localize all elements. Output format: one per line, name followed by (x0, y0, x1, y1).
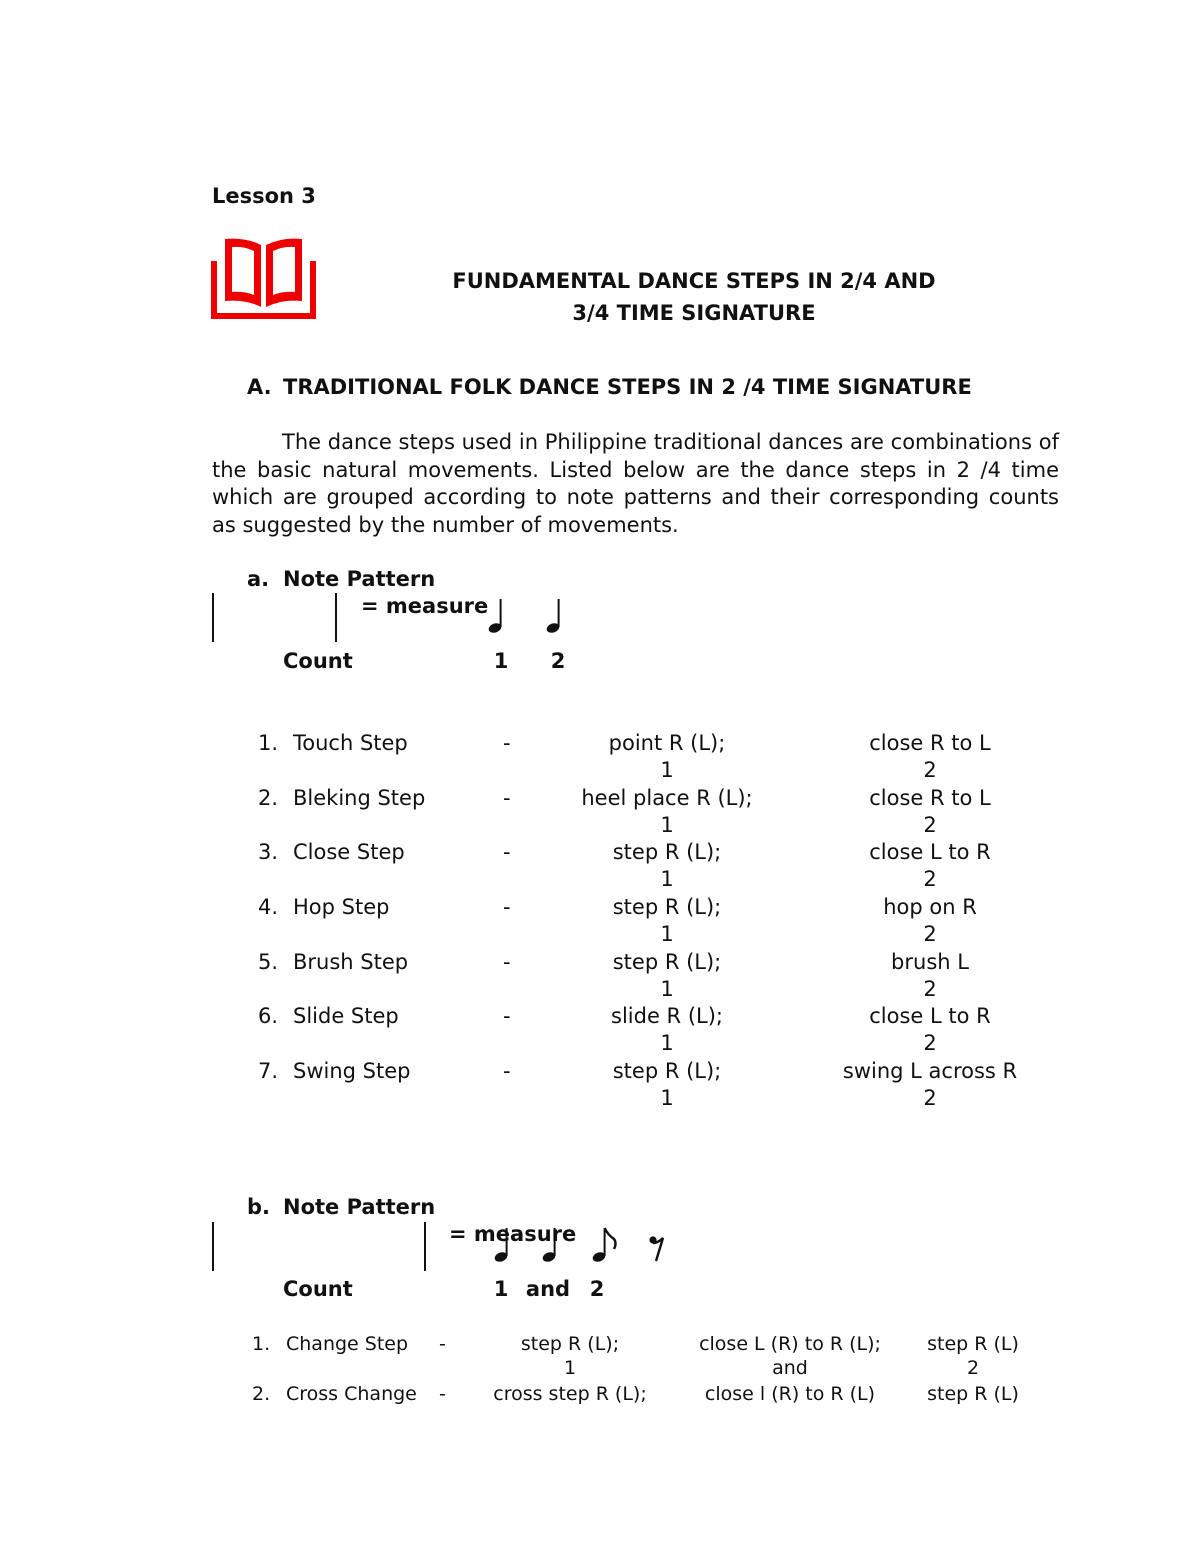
step-move-1: step R (L); (612, 895, 722, 919)
step-name: Touch Step (293, 731, 408, 755)
step-name: Swing Step (293, 1059, 411, 1083)
pattern-b-measure-label: = measure (449, 1222, 577, 1246)
step-move-2: swing L across R (842, 1059, 1018, 1083)
title-line-2: 3/4 TIME SIGNATURE (572, 301, 816, 325)
pattern-a-measure-label: = measure (361, 594, 489, 618)
step-dash: - (503, 950, 511, 974)
step-number: 5. (258, 950, 279, 974)
step-count-2: 2 (923, 977, 937, 1001)
measure-bar-left (212, 1222, 214, 1271)
quarter-note-icon (488, 597, 506, 641)
step-move-3: step R (L) (927, 1383, 1019, 1405)
lesson-label: Lesson 3 (212, 184, 316, 208)
step-move-1: heel place R (L); (581, 786, 753, 810)
measure-bar-right (424, 1222, 426, 1271)
step-dash: - (439, 1383, 446, 1405)
pattern-b-count-1: 1 (493, 1277, 509, 1301)
intro-text: The dance steps used in Philippine traditional dances are combinations of the basic natural movements. Listed below are the dance steps in 2 /4 time which are grouped according to note patterns and their corresponding counts as suggested by the number of movements. (212, 430, 1059, 537)
eighth-note-icon (592, 1226, 618, 1270)
step-move-1: step R (L); (520, 1333, 620, 1355)
step-count-1: 1 (563, 1357, 577, 1379)
step-name: Close Step (293, 840, 405, 864)
step-count-1: 1 (660, 1086, 674, 1110)
step-move-2: close L to R (869, 1004, 991, 1028)
step-move-2: close L (R) to R (L); (699, 1333, 881, 1355)
section-a-letter: A. (247, 375, 272, 399)
step-number: 7. (258, 1059, 279, 1083)
section-a-heading: TRADITIONAL FOLK DANCE STEPS IN 2 /4 TIME SIGNATURE (283, 375, 972, 399)
pattern-a-title: Note Pattern (283, 567, 436, 591)
step-dash: - (503, 840, 511, 864)
step-count-2: 2 (923, 922, 937, 946)
step-dash: - (503, 786, 511, 810)
step-count-1: 1 (660, 977, 674, 1001)
step-move-2: close L to R (869, 840, 991, 864)
quarter-note-icon (546, 597, 564, 641)
step-name: Cross Change (286, 1383, 417, 1405)
step-count-1: 1 (660, 867, 674, 891)
pattern-b-title: Note Pattern (283, 1195, 436, 1219)
step-name: Change Step (286, 1333, 409, 1355)
step-dash: - (503, 895, 511, 919)
step-count-1: 1 (660, 1031, 674, 1055)
step-move-2: hop on R (883, 895, 977, 919)
quarter-note-icon (494, 1226, 512, 1270)
step-name: Slide Step (293, 1004, 399, 1028)
step-count-1: 1 (660, 758, 674, 782)
pattern-a-count-1: 1 (493, 649, 509, 673)
step-count-1: 1 (660, 922, 674, 946)
pattern-a-count-2: 2 (550, 649, 566, 673)
step-number: 2. (258, 786, 279, 810)
step-move-1: step R (L); (612, 1059, 722, 1083)
step-count-2: 2 (923, 758, 937, 782)
step-move-1: slide R (L); (611, 1004, 723, 1028)
step-number: 6. (258, 1004, 279, 1028)
step-count-1: 1 (660, 813, 674, 837)
step-name: Hop Step (293, 895, 390, 919)
pattern-b-count-and: and (525, 1277, 571, 1301)
step-move-2: close R to L (869, 731, 991, 755)
step-dash: - (503, 731, 511, 755)
pattern-b-count-2: 2 (589, 1277, 605, 1301)
step-count-3: 2 (966, 1357, 980, 1379)
pattern-b-count-label: Count (283, 1277, 353, 1301)
quarter-note-icon (542, 1226, 560, 1270)
step-count-2: and (772, 1357, 808, 1379)
pattern-a-count-label: Count (283, 649, 353, 673)
step-move-1: cross step R (L); (493, 1383, 647, 1405)
step-number: 2. (252, 1383, 271, 1405)
step-count-2: 2 (923, 1086, 937, 1110)
measure-bar-left (212, 593, 214, 642)
step-number: 1. (252, 1333, 271, 1355)
step-count-2: 2 (923, 1031, 937, 1055)
step-move-2: close R to L (869, 786, 991, 810)
step-move-2: brush L (891, 950, 969, 974)
pattern-b-letter: b. (247, 1195, 271, 1219)
intro-paragraph (212, 429, 1059, 539)
step-dash: - (503, 1004, 511, 1028)
step-name: Brush Step (293, 950, 409, 974)
step-count-2: 2 (923, 813, 937, 837)
title-line-1: FUNDAMENTAL DANCE STEPS IN 2/4 AND (452, 269, 936, 293)
step-move-2: close l (R) to R (L) (704, 1383, 876, 1405)
eighth-rest-icon (648, 1234, 666, 1268)
step-move-1: step R (L); (612, 840, 722, 864)
step-move-1: step R (L); (612, 950, 722, 974)
pattern-a-letter: a. (247, 567, 270, 591)
step-move-3: step R (L) (927, 1333, 1019, 1355)
step-number: 4. (258, 895, 279, 919)
step-dash: - (503, 1059, 511, 1083)
book-icon (211, 237, 316, 319)
step-move-1: point R (L); (608, 731, 726, 755)
measure-bar-right (335, 593, 337, 642)
step-number: 1. (258, 731, 279, 755)
step-count-2: 2 (923, 867, 937, 891)
step-number: 3. (258, 840, 279, 864)
step-dash: - (439, 1333, 446, 1355)
step-name: Bleking Step (293, 786, 426, 810)
